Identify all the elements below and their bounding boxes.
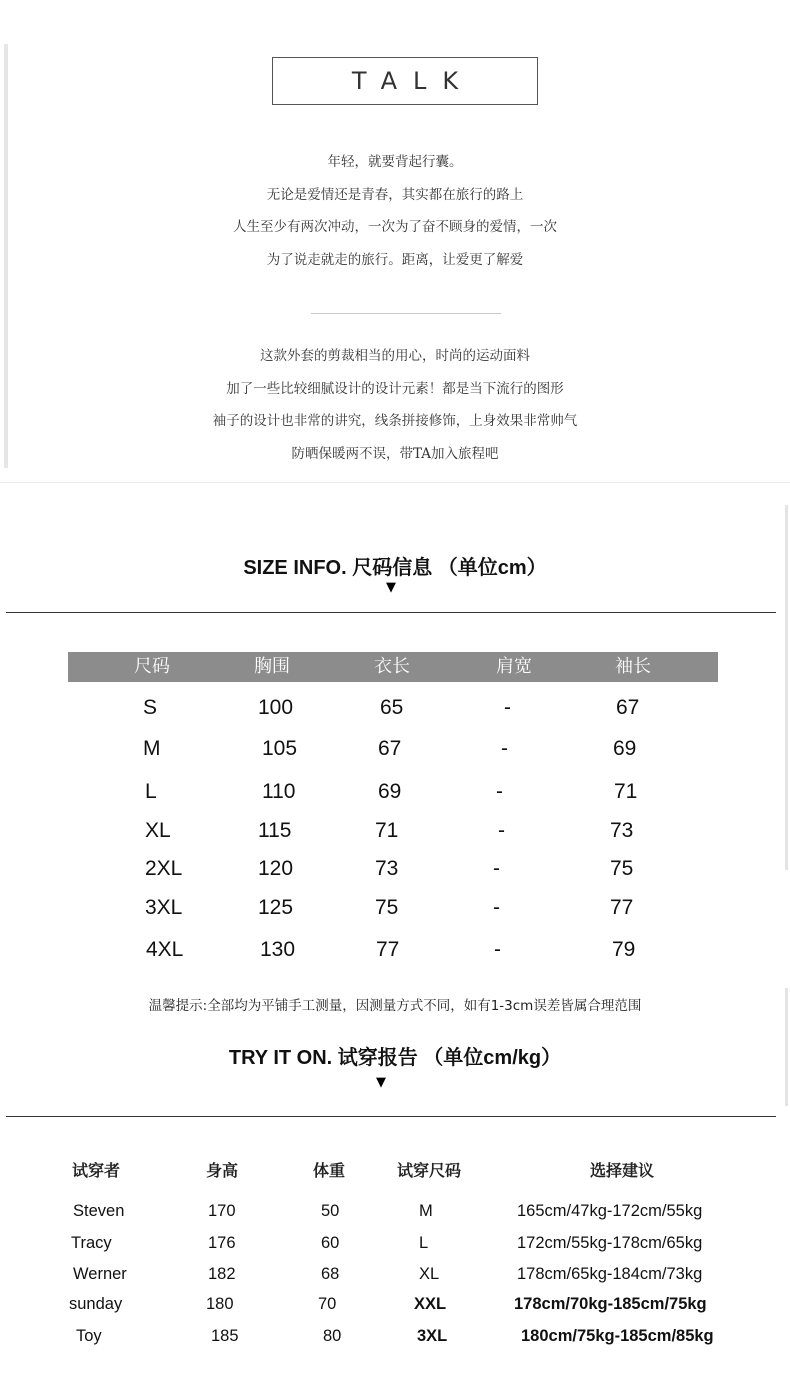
sleeve-cell: 73 [610,819,634,842]
try-header-cell: 试穿者 [72,1161,121,1180]
recommendation-cell: 178cm/70kg-185cm/75kg [514,1295,707,1313]
size-cell: 3XL [145,896,183,919]
try-header-cell: 身高 [206,1161,239,1180]
sleeve-cell: 77 [610,896,634,919]
size-header-cell: 肩宽 [496,656,532,677]
chest-cell: 125 [258,896,294,919]
size-info-title: SIZE INFO. 尺码信息 （单位cm） [243,557,547,579]
section-divider [311,313,501,314]
intro-paragraph [0,146,790,276]
design-line: 这款外套的剪裁相当的用心，时尚的运动面料 [260,348,530,364]
weight-cell: 50 [321,1202,340,1220]
chest-cell: 100 [258,696,294,719]
section-separator [0,482,790,483]
length-cell: 77 [376,938,400,961]
tried-size-cell: XL [419,1265,440,1283]
height-cell: 180 [206,1295,234,1313]
height-cell: 176 [208,1234,236,1252]
sleeve-cell: 67 [616,696,640,719]
sleeve-cell: 79 [612,938,636,961]
sleeve-cell: 71 [614,780,638,803]
try-on-rule [6,1116,776,1117]
measurement-tip: 温馨提示:全部均为平铺手工测量，因测量方式不同，如有1-3cm误差皆属合理范围 [148,998,642,1014]
shoulder-cell: - [494,938,501,961]
tester-cell: Werner [73,1265,127,1283]
shoulder-cell: - [493,857,500,880]
shoulder-cell: - [498,819,505,842]
design-line: 防晒保暖两不误，带TA加入旅程吧 [291,445,499,462]
try-on-title: TRY IT ON. 试穿报告 （单位cm/kg） [228,1047,562,1069]
tester-cell: sunday [69,1295,123,1313]
recommendation-cell: 165cm/47kg-172cm/55kg [517,1202,703,1220]
shoulder-cell: - [496,780,503,803]
intro-line: 为了说走就走的旅行。距离，让爱更了解爱 [266,251,524,268]
size-header-cell: 衣长 [374,656,410,677]
tester-cell: Toy [76,1327,102,1345]
weight-cell: 80 [323,1327,342,1345]
size-header-cell: 尺码 [134,656,170,677]
shoulder-cell: - [504,696,511,719]
try-header-cell: 试穿尺码 [397,1161,462,1180]
size-cell: M [143,737,161,760]
intro-line: 无论是爱情还是青春，其实都在旅行的路上 [266,186,524,203]
length-cell: 75 [375,896,399,919]
weight-cell: 68 [321,1265,340,1283]
tried-size-cell: 3XL [417,1327,448,1345]
height-cell: 185 [211,1327,239,1345]
length-cell: 73 [375,857,399,880]
design-paragraph [0,340,790,470]
weight-cell: 60 [321,1234,340,1252]
length-cell: 67 [378,737,402,760]
size-cell: 4XL [146,938,184,961]
size-info-rule [6,612,776,613]
talk-section [0,0,790,470]
size-header-cell: 袖长 [615,656,651,677]
length-cell: 65 [380,696,404,719]
size-cell: L [145,780,157,803]
size-cell: S [143,696,158,719]
recommendation-cell: 180cm/75kg-185cm/85kg [521,1327,714,1345]
design-line: 袖子的设计也非常的讲究，线条拼接修饰，上身效果非常帅气 [212,413,578,429]
sleeve-cell: 75 [610,857,634,880]
length-cell: 71 [375,819,399,842]
tried-size-cell: L [419,1234,429,1252]
sleeve-cell: 69 [613,737,637,760]
size-info-arrow: ▼ [386,580,396,595]
try-header-cell: 体重 [313,1161,346,1180]
shoulder-cell: - [493,896,500,919]
talk-heading: TALK [351,67,475,95]
try-header-cell: 选择建议 [590,1161,655,1180]
height-cell: 170 [208,1202,236,1220]
height-cell: 182 [208,1265,236,1283]
talk-heading-box [272,57,538,105]
chest-cell: 110 [262,780,296,803]
chest-cell: 105 [262,737,298,760]
size-cell: 2XL [145,857,183,880]
size-header-cell: 胸围 [254,656,290,677]
chest-cell: 115 [258,819,292,842]
try-on-arrow: ▼ [376,1075,386,1090]
tried-size-cell: XXL [414,1295,447,1313]
tried-size-cell: M [419,1202,433,1220]
chest-cell: 130 [260,938,296,961]
intro-line: 人生至少有两次冲动，一次为了奋不顾身的爱情，一次 [233,219,557,235]
tester-cell: Tracy [71,1234,112,1252]
weight-cell: 70 [318,1295,337,1313]
size-table-header [68,652,718,682]
recommendation-cell: 178cm/65kg-184cm/73kg [517,1265,703,1283]
size-cell: XL [145,819,171,842]
intro-line: 年轻，就要背起行囊。 [327,154,463,170]
length-cell: 69 [378,780,402,803]
design-line: 加了一些比较细腻设计的设计元素！都是当下流行的图形 [226,380,564,397]
chest-cell: 120 [258,857,294,880]
recommendation-cell: 172cm/55kg-178cm/65kg [517,1234,703,1252]
tester-cell: Steven [73,1202,125,1220]
shoulder-cell: - [501,737,508,760]
